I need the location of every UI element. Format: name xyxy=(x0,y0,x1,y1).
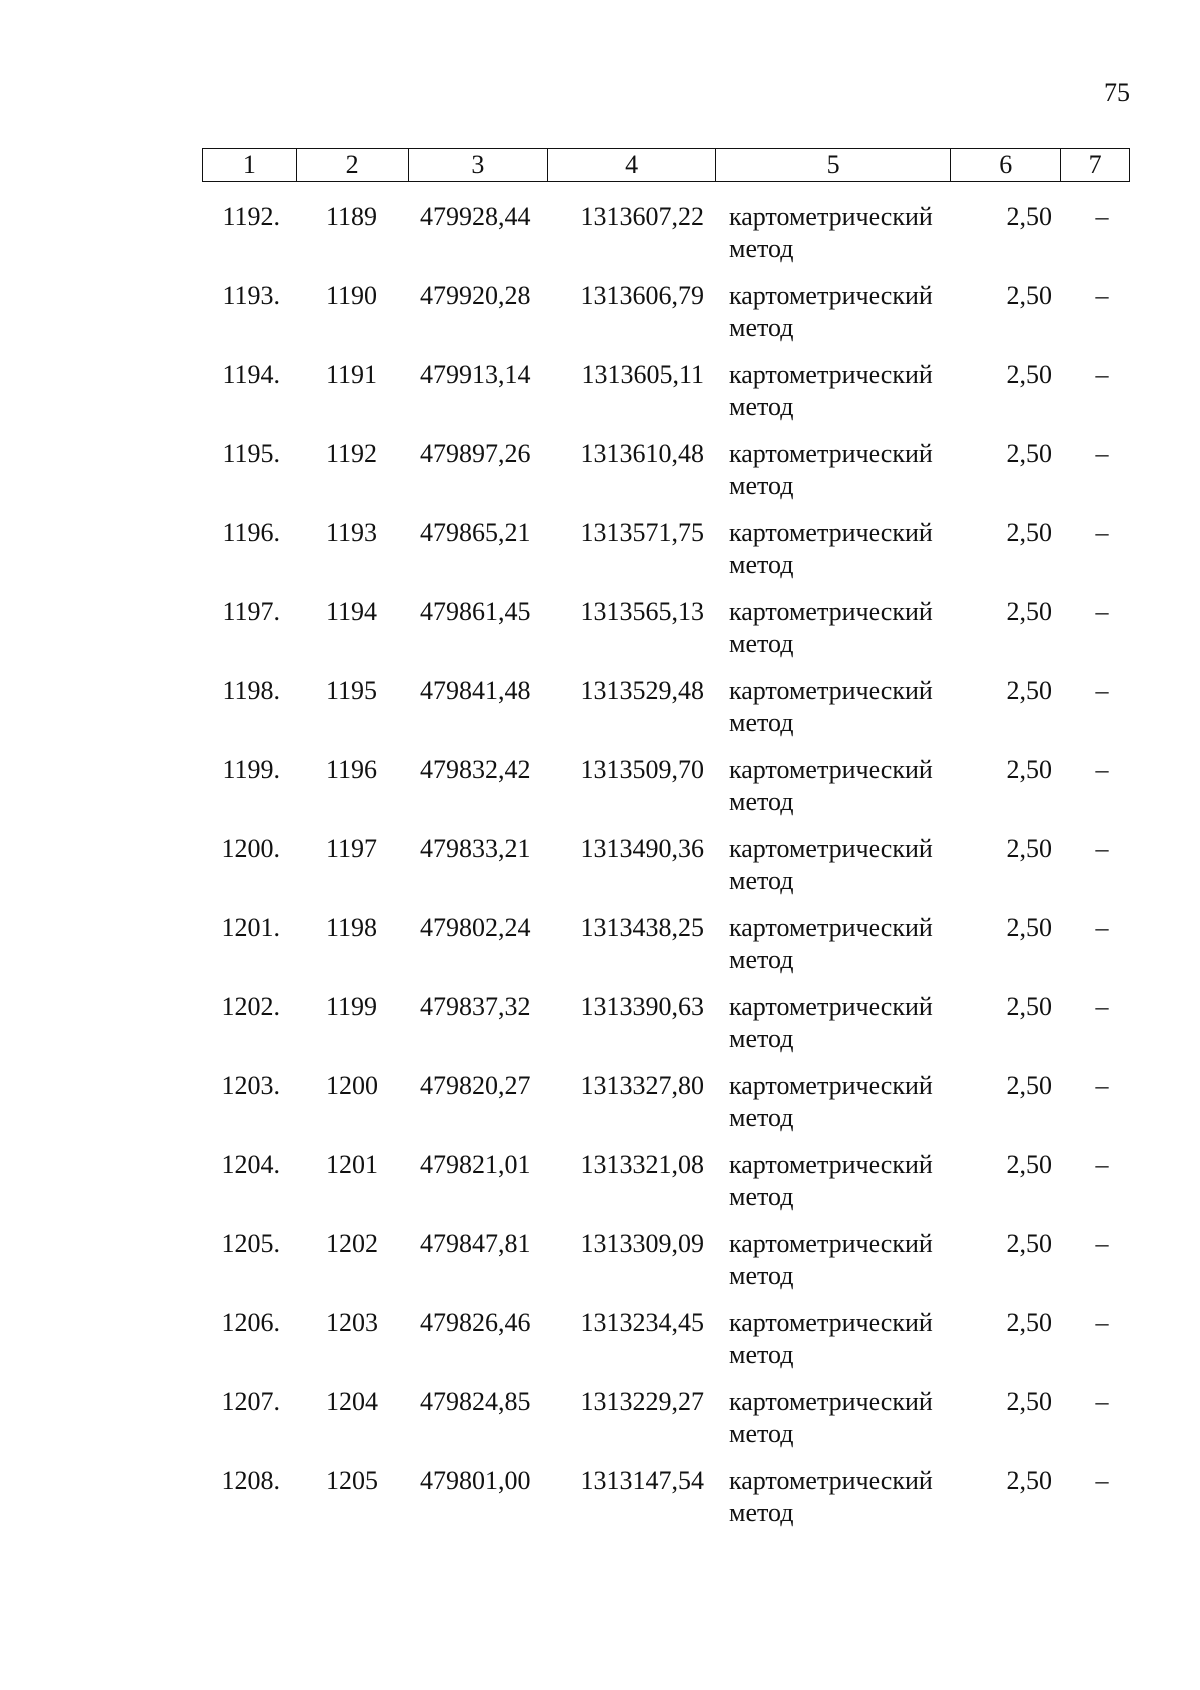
coord-x: 479920,28 xyxy=(420,281,531,310)
method: картометрический метод xyxy=(729,1229,933,1290)
point-number: 1189 xyxy=(326,202,378,231)
table-row xyxy=(202,438,1130,517)
header-col-7: 7 xyxy=(1088,150,1102,179)
coord-x: 479824,85 xyxy=(420,1387,531,1416)
note: – xyxy=(1095,913,1109,942)
note: – xyxy=(1095,676,1109,705)
row-number: 1207. xyxy=(221,1387,280,1416)
table-row xyxy=(202,517,1130,596)
table-row xyxy=(202,596,1130,675)
table-row xyxy=(202,1149,1130,1228)
coord-x: 479897,26 xyxy=(420,439,531,468)
point-number: 1199 xyxy=(326,992,378,1021)
method: картометрический метод xyxy=(729,834,933,895)
accuracy: 2,50 xyxy=(1006,518,1052,547)
method: картометрический метод xyxy=(729,1387,933,1448)
coord-y: 1313438,25 xyxy=(580,913,704,942)
coord-y: 1313565,13 xyxy=(580,597,704,626)
coord-y: 1313321,08 xyxy=(580,1150,704,1179)
table-row xyxy=(202,833,1130,912)
coord-y: 1313610,48 xyxy=(580,439,704,468)
row-number: 1204. xyxy=(221,1150,280,1179)
coord-y: 1313509,70 xyxy=(580,755,704,784)
accuracy: 2,50 xyxy=(1006,755,1052,784)
method: картометрический метод xyxy=(729,992,933,1053)
coord-x: 479847,81 xyxy=(420,1229,531,1258)
method: картометрический метод xyxy=(729,597,933,658)
row-number: 1202. xyxy=(221,992,280,1021)
point-number: 1203 xyxy=(326,1308,378,1337)
note: – xyxy=(1095,755,1109,784)
note: – xyxy=(1095,1229,1109,1258)
table-row xyxy=(202,1070,1130,1149)
accuracy: 2,50 xyxy=(1006,1071,1052,1100)
coord-x: 479832,42 xyxy=(420,755,531,784)
coord-x: 479820,27 xyxy=(420,1071,531,1100)
method: картометрический метод xyxy=(729,1466,933,1527)
table-body xyxy=(202,201,1130,1544)
row-number: 1203. xyxy=(221,1071,280,1100)
table-row xyxy=(202,1228,1130,1307)
row-number: 1194. xyxy=(222,360,280,389)
method: картометрический метод xyxy=(729,676,933,737)
coord-x: 479801,00 xyxy=(420,1466,531,1495)
row-number: 1196. xyxy=(222,518,280,547)
note: – xyxy=(1095,1466,1109,1495)
note: – xyxy=(1095,439,1109,468)
method: картометрический метод xyxy=(729,1308,933,1369)
note: – xyxy=(1095,1150,1109,1179)
table-header xyxy=(202,148,1130,182)
coord-x: 479841,48 xyxy=(420,676,531,705)
header-col-4: 4 xyxy=(548,149,716,181)
note: – xyxy=(1095,1071,1109,1100)
method: картометрический метод xyxy=(729,755,933,816)
point-number: 1190 xyxy=(326,281,378,310)
table-row xyxy=(202,754,1130,833)
coord-x: 479913,14 xyxy=(420,360,531,389)
coord-y: 1313571,75 xyxy=(580,518,704,547)
note: – xyxy=(1095,202,1109,231)
table-row xyxy=(202,1386,1130,1465)
coord-y: 1313605,11 xyxy=(581,360,704,389)
table-row xyxy=(202,912,1130,991)
coord-y: 1313490,36 xyxy=(580,834,704,863)
accuracy: 2,50 xyxy=(1006,676,1052,705)
coord-y: 1313234,45 xyxy=(580,1308,704,1337)
point-number: 1192 xyxy=(326,439,378,468)
note: – xyxy=(1095,834,1109,863)
accuracy: 2,50 xyxy=(1006,360,1052,389)
table-row xyxy=(202,280,1130,359)
accuracy: 2,50 xyxy=(1006,202,1052,231)
method: картометрический метод xyxy=(729,439,933,500)
point-number: 1196 xyxy=(326,755,378,784)
table-row xyxy=(202,359,1130,438)
method: картометрический метод xyxy=(729,913,933,974)
coord-x: 479928,44 xyxy=(420,202,531,231)
point-number: 1205 xyxy=(326,1466,378,1495)
header-col-1: 1 xyxy=(203,149,297,181)
coord-y: 1313390,63 xyxy=(580,992,704,1021)
accuracy: 2,50 xyxy=(1006,1466,1052,1495)
header-col-5: 5 xyxy=(716,149,951,181)
row-number: 1192. xyxy=(222,202,280,231)
method: картометрический метод xyxy=(729,202,933,263)
note: – xyxy=(1095,281,1109,310)
page-number: 75 xyxy=(1104,78,1130,107)
row-number: 1200. xyxy=(221,834,280,863)
header-col-3: 3 xyxy=(409,149,549,181)
accuracy: 2,50 xyxy=(1006,834,1052,863)
accuracy: 2,50 xyxy=(1006,1308,1052,1337)
note: – xyxy=(1095,1308,1109,1337)
row-number: 1199. xyxy=(222,755,280,784)
row-number: 1206. xyxy=(221,1308,280,1337)
point-number: 1200 xyxy=(326,1071,378,1100)
coord-y: 1313309,09 xyxy=(580,1229,704,1258)
accuracy: 2,50 xyxy=(1006,1387,1052,1416)
coord-x: 479865,21 xyxy=(420,518,531,547)
method: картометрический метод xyxy=(729,1071,933,1132)
point-number: 1193 xyxy=(326,518,378,547)
coord-y: 1313529,48 xyxy=(580,676,704,705)
accuracy: 2,50 xyxy=(1006,439,1052,468)
coord-x: 479802,24 xyxy=(420,913,531,942)
row-number: 1198. xyxy=(222,676,280,705)
point-number: 1198 xyxy=(326,913,378,942)
accuracy: 2,50 xyxy=(1006,1150,1052,1179)
accuracy: 2,50 xyxy=(1006,913,1052,942)
point-number: 1191 xyxy=(326,360,378,389)
header-col-2: 2 xyxy=(297,149,409,181)
method: картометрический метод xyxy=(729,518,933,579)
coord-y: 1313229,27 xyxy=(580,1387,704,1416)
row-number: 1195. xyxy=(222,439,280,468)
coord-x: 479837,32 xyxy=(420,992,531,1021)
coord-x: 479833,21 xyxy=(420,834,531,863)
row-number: 1201. xyxy=(221,913,280,942)
coord-y: 1313147,54 xyxy=(580,1466,704,1495)
method: картометрический метод xyxy=(729,281,933,342)
note: – xyxy=(1095,992,1109,1021)
point-number: 1195 xyxy=(326,676,378,705)
coord-y: 1313606,79 xyxy=(580,281,704,310)
coord-y: 1313607,22 xyxy=(580,202,704,231)
coord-x: 479821,01 xyxy=(420,1150,531,1179)
coord-x: 479861,45 xyxy=(420,597,531,626)
accuracy: 2,50 xyxy=(1006,992,1052,1021)
table-row xyxy=(202,991,1130,1070)
point-number: 1201 xyxy=(326,1150,378,1179)
accuracy: 2,50 xyxy=(1006,1229,1052,1258)
note: – xyxy=(1095,518,1109,547)
table-row xyxy=(202,201,1130,280)
point-number: 1202 xyxy=(326,1229,378,1258)
header-col-6: 6 xyxy=(951,149,1061,181)
method: картометрический метод xyxy=(729,1150,933,1211)
note: – xyxy=(1095,1387,1109,1416)
row-number: 1208. xyxy=(221,1466,280,1495)
row-number: 1197. xyxy=(222,597,280,626)
coord-y: 1313327,80 xyxy=(580,1071,704,1100)
accuracy: 2,50 xyxy=(1006,597,1052,626)
coord-x: 479826,46 xyxy=(420,1308,531,1337)
table-row xyxy=(202,675,1130,754)
point-number: 1194 xyxy=(326,597,378,626)
note: – xyxy=(1095,597,1109,626)
table-row xyxy=(202,1307,1130,1386)
method: картометрический метод xyxy=(729,360,933,421)
point-number: 1197 xyxy=(326,834,378,863)
note: – xyxy=(1095,360,1109,389)
table-row xyxy=(202,1465,1130,1544)
row-number: 1193. xyxy=(222,281,280,310)
row-number: 1205. xyxy=(221,1229,280,1258)
accuracy: 2,50 xyxy=(1006,281,1052,310)
point-number: 1204 xyxy=(326,1387,378,1416)
